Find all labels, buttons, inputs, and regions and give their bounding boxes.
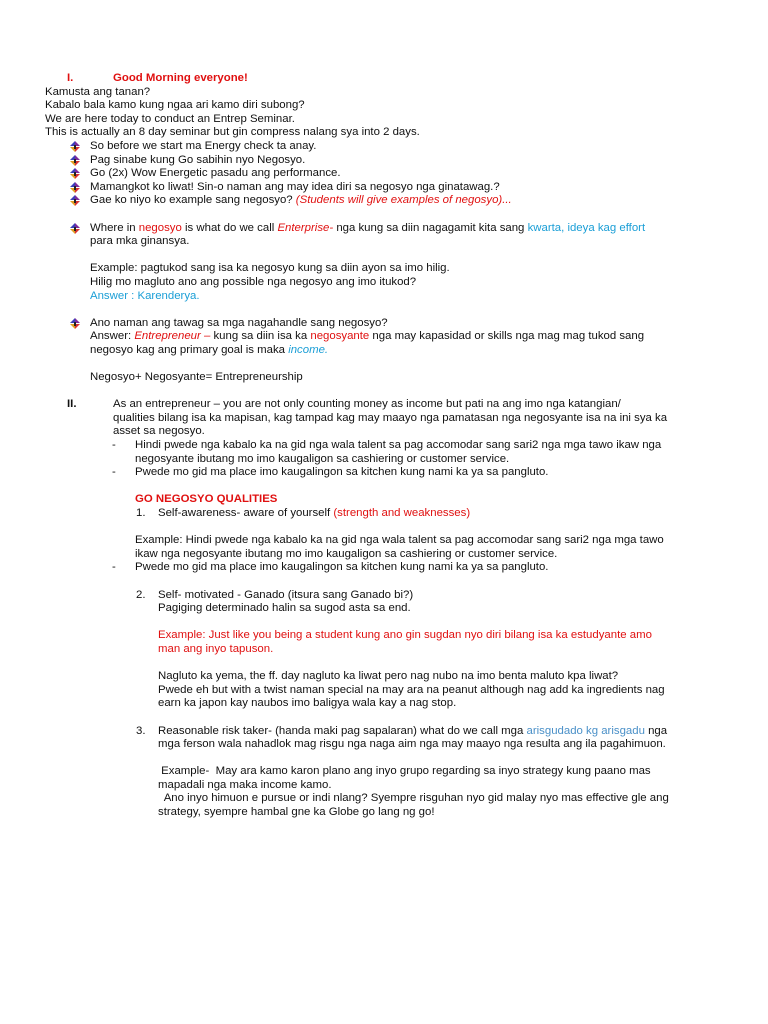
text-line: Nagluto ka yema, the ff. day nagluto ka liwat pero nag nubo na imo benta maluto kpa liwat? [158, 670, 619, 683]
arrow-bullet-icon [69, 318, 81, 330]
bullet-item: So before we start ma Energy check ta anay. [45, 140, 725, 154]
qualities-heading: GO NEGOSYO QUALITIES [135, 493, 278, 506]
arrow-bullet-icon [69, 223, 81, 235]
bullet-item: Go (2x) Wow Energetic pasadu ang performance. [45, 167, 725, 181]
intro-line: Kabalo bala kamo kung ngaa ari kamo diri subong? [45, 99, 305, 112]
quality-item-2: 2. Self- motivated - Ganado (itsura sang Ganado bi?) [136, 588, 414, 601]
section-title: Good Morning everyone! [113, 72, 248, 84]
example-line: man ang inyo tapuson. [158, 642, 274, 655]
text-line: negosyo kag ang primary goal is maka income. [90, 343, 329, 356]
quality-item-3: 3. Reasonable risk taker- (handa maki pag sapalaran) what do we call mga arisgudado kg arisgadu nga [136, 724, 668, 737]
section-numeral: II. [67, 398, 77, 411]
example-line: mapadali nga maka income kamo. [158, 778, 332, 791]
dash-item: - Pwede mo gid ma place imo kaugalingon sa kitchen kung nami ka ya sa pangluto. [112, 466, 549, 479]
example-line: Ano inyo himuon e pursue or indi nlang? Syempre risguhan nyo gid malay nyo mas effective gle ang [158, 792, 669, 805]
example-line: Example- May ara kamo karon plano ang inyo grupo regarding sa inyo strategy kung paano mas [158, 765, 651, 778]
section-2-heading: II. As an entrepreneur – you are not only counting money as income but pati na ang imo nga katangian/ [67, 398, 621, 411]
answer-line: Answer: Entrepreneur – kung sa diin isa ka negosyante nga may kapasidad or skills nga mag mag tukod sang [90, 330, 645, 343]
bullet-item-enterprise: Where in negosyo is what do we call Enterprise- nga kung sa diin nagagamit kita sang kwarta, ideya kag effort [45, 222, 725, 236]
intro-line: Kamusta ang tanan? [45, 85, 151, 98]
answer-line: Answer : Karenderya. [90, 289, 200, 302]
text-line: para mka ginansya. [90, 235, 190, 248]
text-line: asset sa negosyo. [113, 425, 205, 438]
arrow-bullet-icon [69, 168, 81, 180]
text-line: qualities bilang isa ka mapisan, kag tampad kag may maayo nga pamatasan nga negosyante isa na ini sya ka [113, 411, 668, 424]
intro-line: This is actually an 8 day seminar but gin compress nalang sya into 2 days. [45, 126, 420, 139]
dash-item: - Hindi pwede nga kabalo ka na gid nga wala talent sa pag accomodar sang sari2 nga mga tawo ikaw nga [112, 439, 662, 452]
example-line: Hilig mo magluto ano ang possible nga negosyo ang imo itukod? [90, 275, 417, 288]
arrow-bullet-icon [69, 141, 81, 153]
document-page [45, 72, 725, 820]
formula-line: Negosyo+ Negosyante= Entrepreneurship [90, 371, 303, 384]
section-numeral: I. [67, 72, 74, 84]
bullet-item: Gae ko niyo ko example sang negosyo? (Students will give examples of negosyo)... [45, 194, 725, 208]
bullet-item: Mamangkot ko liwat! Sin-o naman ang may idea diri sa negosyo nga ginatawag.? [45, 181, 725, 195]
text-line: Pagiging determinado halin sa sugod asta sa end. [158, 602, 411, 615]
arrow-bullet-icon [69, 155, 81, 167]
example-line: ikaw nga negosyante ibutang mo imo kaugaligon sa cashiering or customer service. [135, 547, 558, 560]
example-line: strategy, syempre hambal gne ka Globe go lang ng go! [158, 806, 435, 819]
example-line: Example: Just like you being a student kung ano gin sugdan nyo diri bilang isa ka estudyante amo [158, 629, 652, 642]
intro-line: We are here today to conduct an Entrep Seminar. [45, 112, 295, 125]
dash-item: - Pwede mo gid ma place imo kaugalingon sa kitchen kung nami ka ya sa pangluto. [112, 561, 549, 574]
example-line: Example: pagtukod sang isa ka negosyo kung sa diin ayon sa imo hilig. [90, 262, 450, 275]
quality-item-1: 1. Self-awareness- aware of yourself (strength and weaknesses) [136, 507, 471, 519]
text-line: mga ferson wala nahadlok mag risgu nga naga aim nga may maayo nga resulta ang ila pagahimuon. [158, 738, 666, 751]
arrow-bullet-icon [69, 195, 81, 207]
text-line: negosyante ibutang mo imo kaugaligon sa cashiering or customer service. [135, 452, 510, 465]
bullet-item: Pag sinabe kung Go sabihin nyo Negosyo. [45, 154, 725, 168]
bullet-item-entrepreneur: Ano naman ang tawag sa mga nagahandle sang negosyo? [45, 317, 725, 331]
text-line: Pwede eh but with a twist naman special na may ara na peanut although nag add ka ingredients nag [158, 683, 665, 696]
arrow-bullet-icon [69, 182, 81, 194]
text-line: earn ka japon kay naubos imo baligya wala kay a nag stop. [158, 697, 457, 710]
section-1-heading [45, 72, 725, 86]
example-line: Example: Hindi pwede nga kabalo ka na gid nga wala talent sa pag accomodar sang sari2 nga mga tawo [135, 534, 664, 547]
